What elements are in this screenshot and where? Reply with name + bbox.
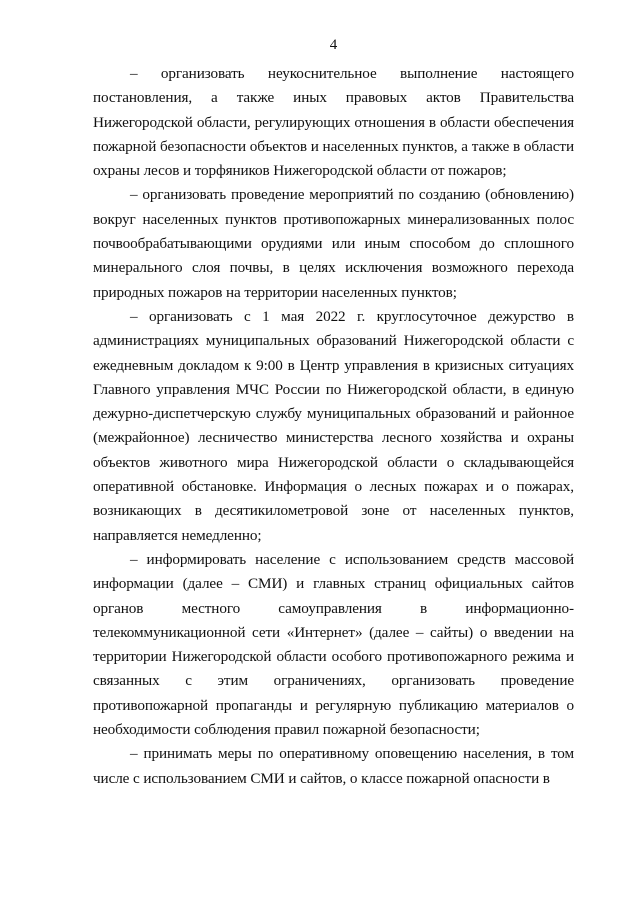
paragraph-notification-measures: – принимать меры по оперативному оповещению населения, в том числе с использованием СМИ и сайтов, о классе пожарной опасности в (93, 745, 574, 787)
paragraph-fire-safety-acts: – организовать неукоснительное выполнение настоящего постановления, а также иных правовых актов Правительства Нижегородской области, регулирующих отношения в области обеспечения пожарной безопасности объектов и населенных пунктов, а также в области охраны лесов и торфяников Нижегородской области от пожаров; (93, 65, 574, 180)
paragraph-round-the-clock-duty: – организовать с 1 мая 2022 г. круглосуточное дежурство в администрациях муниципальных образований Нижегородской области с ежедневным докладом к 9:00 в Центр управления в кризисных ситуациях Главного управления МЧС России по Нижегородской области, в единую дежурно-диспетчерскую службу муниципальных образований и районное (межрайонное) лесничество министерства лесного хозяйства и охраны объектов животного мира Нижегородской области о складывающейся оперативной обстановке. Информация о лесных пожарах и о пожарах, возникающих в десятикилометровой зоне от населенных пунктов, направляется немедленно; (93, 307, 574, 544)
paragraph-inform-population: – информировать население с использованием средств массовой информации (далее – СМИ) и главных страниц официальных сайтов органов местного самоуправления в информационно-телекоммуникационной сети «Интернет» (далее – сайты) о введении на территории Нижегородской области особого противопожарного режима и связанных с этим ограничениях, организовать проведение противопожарной пропаганды и регулярную публикацию материалов о необходимости соблюдения правил пожарной безопасности; (93, 550, 574, 739)
paragraph-mineralized-strips: – организовать проведение мероприятий по созданию (обновлению) вокруг населенных пунктов противопожарных минерализованных полос почвообрабатывающими орудиями или иным способом до сплошного минерального слоя почвы, в целях исключения возможного перехода природных пожаров на территории населенных пунктов; (93, 186, 574, 301)
page-number: 4 (329, 37, 338, 53)
